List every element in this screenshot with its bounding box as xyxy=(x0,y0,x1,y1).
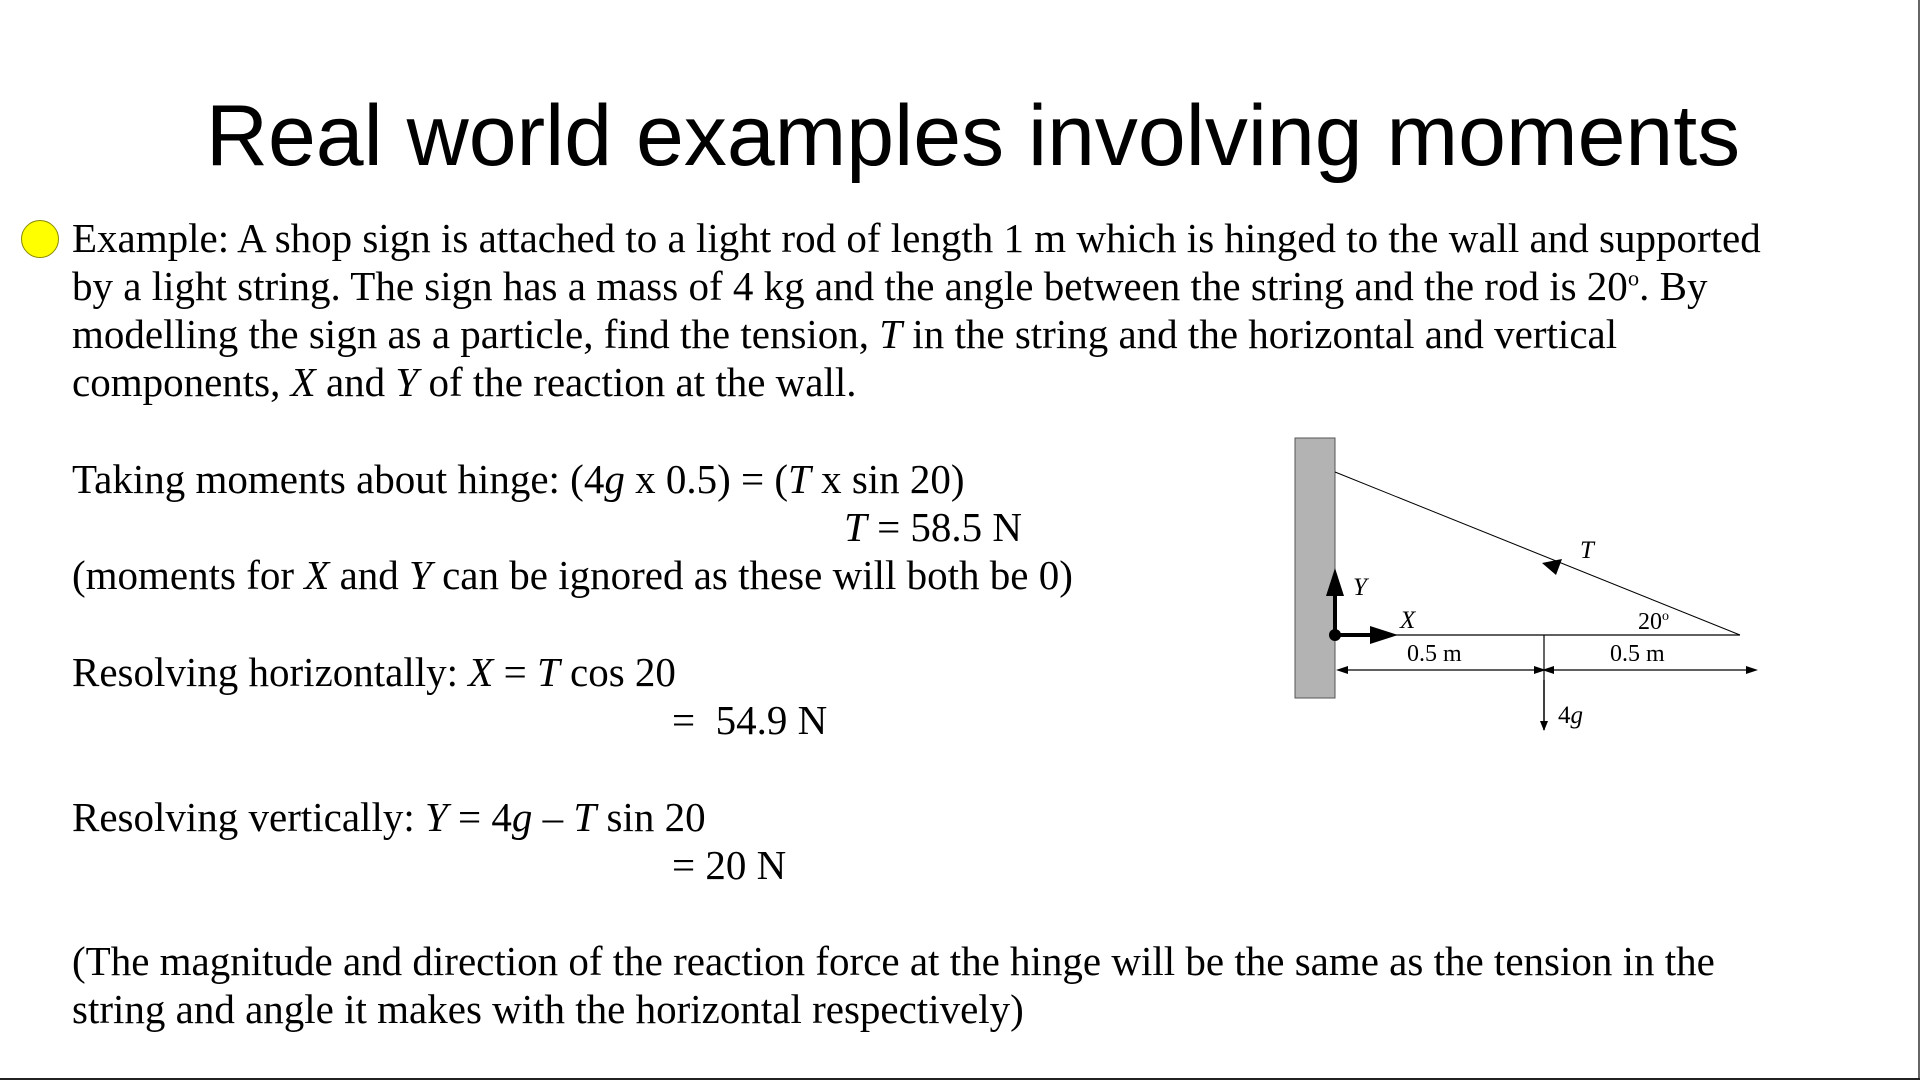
text: and xyxy=(329,552,410,598)
example-line xyxy=(72,262,1892,310)
var-g: g xyxy=(604,456,625,502)
var-T: T xyxy=(536,649,560,695)
var-g: g xyxy=(511,794,533,840)
var-X: X xyxy=(304,552,330,598)
conclusion-text xyxy=(72,937,1892,1033)
degree-symbol: o xyxy=(1627,265,1640,291)
var-T: T xyxy=(788,456,811,502)
text: Resolving vertically: xyxy=(72,794,425,840)
force-diagram xyxy=(1290,430,1770,750)
moments-note xyxy=(72,551,1073,599)
moments-equation xyxy=(72,455,965,503)
slide-title: Real world examples involving moments xyxy=(205,88,1741,184)
text: Taking moments about hinge: (4 xyxy=(72,456,605,502)
example-problem-text xyxy=(72,214,1892,406)
text: sin 20 xyxy=(596,794,706,840)
example-text: components, xyxy=(72,359,291,405)
horizontal-result: = 54.9 N xyxy=(672,697,828,743)
example-text: by a light string. The sign has a mass of 4 kg and the angle between the string and the rod is 20 xyxy=(72,263,1628,309)
dimension-right-label: 0.5 m xyxy=(1610,641,1665,667)
var-Y: Y xyxy=(424,794,448,840)
wall xyxy=(1295,438,1335,698)
text: – xyxy=(532,794,574,840)
example-text: . By xyxy=(1639,263,1708,309)
text: = 4 xyxy=(447,794,512,840)
tension-arrow-head xyxy=(1542,559,1562,575)
dimension-left-label: 0.5 m xyxy=(1407,641,1462,667)
vertical-result: = 20 N xyxy=(672,842,787,888)
hinge-dot xyxy=(1329,629,1341,641)
text: (moments for xyxy=(72,552,305,598)
label-T: T xyxy=(1580,537,1594,564)
angle-label: 20$^o$ xyxy=(1638,609,1669,635)
text: x sin 20) xyxy=(810,456,965,502)
text: x 0.5) = ( xyxy=(624,456,789,502)
text: = 58.5 N xyxy=(866,504,1023,550)
bullet-marker-icon xyxy=(21,220,59,258)
var-Y: Y xyxy=(395,359,419,405)
text: Resolving horizontally: xyxy=(72,649,469,695)
example-line xyxy=(72,214,1892,262)
string xyxy=(1335,472,1740,635)
horizontal-equation xyxy=(72,648,676,696)
var-T: T xyxy=(844,504,867,550)
weight-label: 4g xyxy=(1558,702,1583,729)
tension-result xyxy=(844,503,1022,551)
example-text: Example: A shop sign is attached to a light rod of length 1 m which is hinged to the wall and supported xyxy=(72,215,1761,261)
conclusion-line: string and angle it makes with the horizontal respectively) xyxy=(72,986,1024,1032)
vertical-equation xyxy=(72,793,706,841)
example-text: in the string and the horizontal and vertical xyxy=(902,311,1618,357)
reaction-X-head xyxy=(1370,626,1398,644)
text: can be ignored as these will both be 0) xyxy=(431,552,1073,598)
var-X: X xyxy=(290,359,316,405)
var-T: T xyxy=(573,794,597,840)
example-line xyxy=(72,358,1892,406)
conclusion-line: (The magnitude and direction of the reaction force at the hinge will be the same as the tension in the xyxy=(72,938,1715,984)
example-text: modelling the sign as a particle, find the tension, xyxy=(72,311,880,357)
label-X: X xyxy=(1400,607,1416,634)
label-Y: Y xyxy=(1353,574,1367,601)
example-text: of the reaction at the wall. xyxy=(418,359,857,405)
example-text: and xyxy=(315,359,396,405)
var-Y: Y xyxy=(409,552,432,598)
text: cos 20 xyxy=(559,649,676,695)
example-line xyxy=(72,310,1892,358)
var-X: X xyxy=(468,649,494,695)
var-T: T xyxy=(879,311,903,357)
text: = xyxy=(493,649,537,695)
